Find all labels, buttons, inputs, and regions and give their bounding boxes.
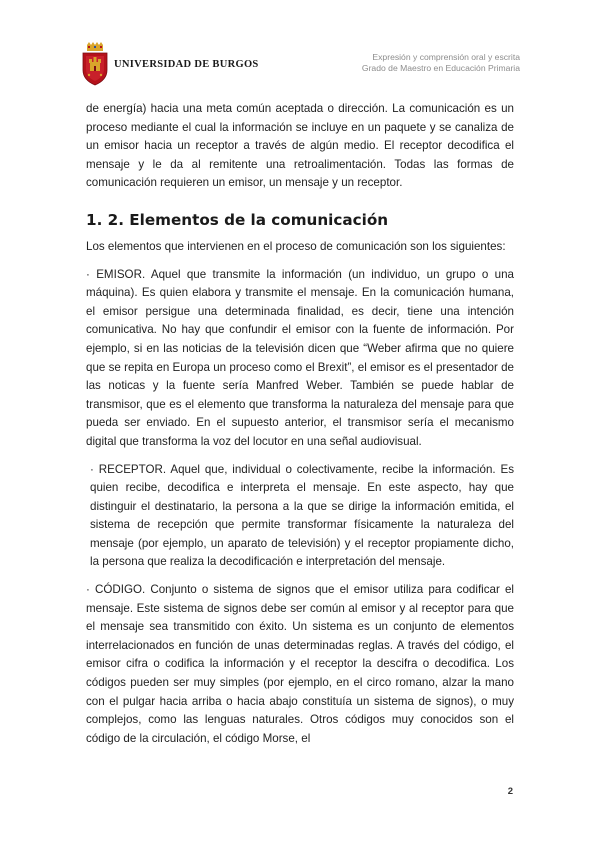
codigo-paragraph: · CÓDIGO. Conjunto o sistema de signos que el emisor utiliza para codificar el mensaje. Este sistema de signos debe ser común al emisor y al receptor para que el mensaje sea transmitido con éxito. Un sistema es un conjunto de elementos interrelacionados en función de unas determinadas reglas. A través del código, el emisor cifra o codifica la información y el receptor la descifra o decodifica. Los códigos pueden ser muy simples (por ejemplo, en el circo romano, alzar la mano con el pulgar hacia arriba o hacia abajo constituía un sistema de signos), o muy complejos, como las lenguas naturales. Otros códigos muy conocidos son el código de la circulación, el código Morse, el [86,583,514,745]
degree-title: Grado de Maestro en Educación Primaria [361,63,520,73]
course-info [362,52,520,74]
page-header [80,42,520,92]
page-number: 2 [507,786,513,797]
page-body [86,100,514,757]
section-heading: 1. 2. Elementos de la comunicación [86,210,389,229]
receptor-paragraph: · RECEPTOR. Aquel que, individual o colectivamente, recibe la información. Es quien recibe, decodifica e interpreta el mensaje. En este aspecto, hay que distinguir el destinatario, la persona a la que se dirige la información emitida, el sistema de recepción que permite transformar físicamente la naturaleza del mensaje (por ejemplo, un aparato de televisión) y el receptor propiamente dicho, la persona que realiza la decodificación e interpretación del mensaje. [90,462,514,569]
emisor-paragraph: · EMISOR. Aquel que transmite la información (un individuo, un grupo o una máquina). Es quien elabora y transmite el mensaje. En la comunicación humana, el emisor persigue una determinada finalidad, es decir, tiene una intención comunicativa. No hay que confundir el emisor con la fuente de información. Por ejemplo, si en las noticias de la televisión dicen que “Weber afirma que no quiere que se repita en Europa un proceso como el Brexit”, el emisor es el presentador de las noticas y la fuente sería Manfred Weber. También se puede hablar de transmisor, que es el elemento que transforma la naturaleza del mensaje para que pueda ser enviado. En el supuesto anterior, el transmisor sería el mecanismo digital que transforma la voz del locutor en una señal audiovisual. [86,267,514,448]
university-crest-icon [80,42,110,86]
section-intro-paragraph: Los elementos que intervienen en el proceso de comunicación son los siguientes: [86,239,506,253]
intro-paragraph: de energía) hacia una meta común aceptada o dirección. La comunicación es un proceso mediante el cual la información se incluye en un paquete y se canaliza de un emisor hacia un receptor a través de algún medio. El receptor decodifica el mensaje y le da al remitente una retroalimentación. Todas las formas de comunicación requieren un emisor, un mensaje y un receptor. [86,102,514,190]
course-title: Expresión y comprensión oral y escrita [372,52,520,62]
university-name: UNIVERSIDAD DE BURGOS [114,59,259,70]
